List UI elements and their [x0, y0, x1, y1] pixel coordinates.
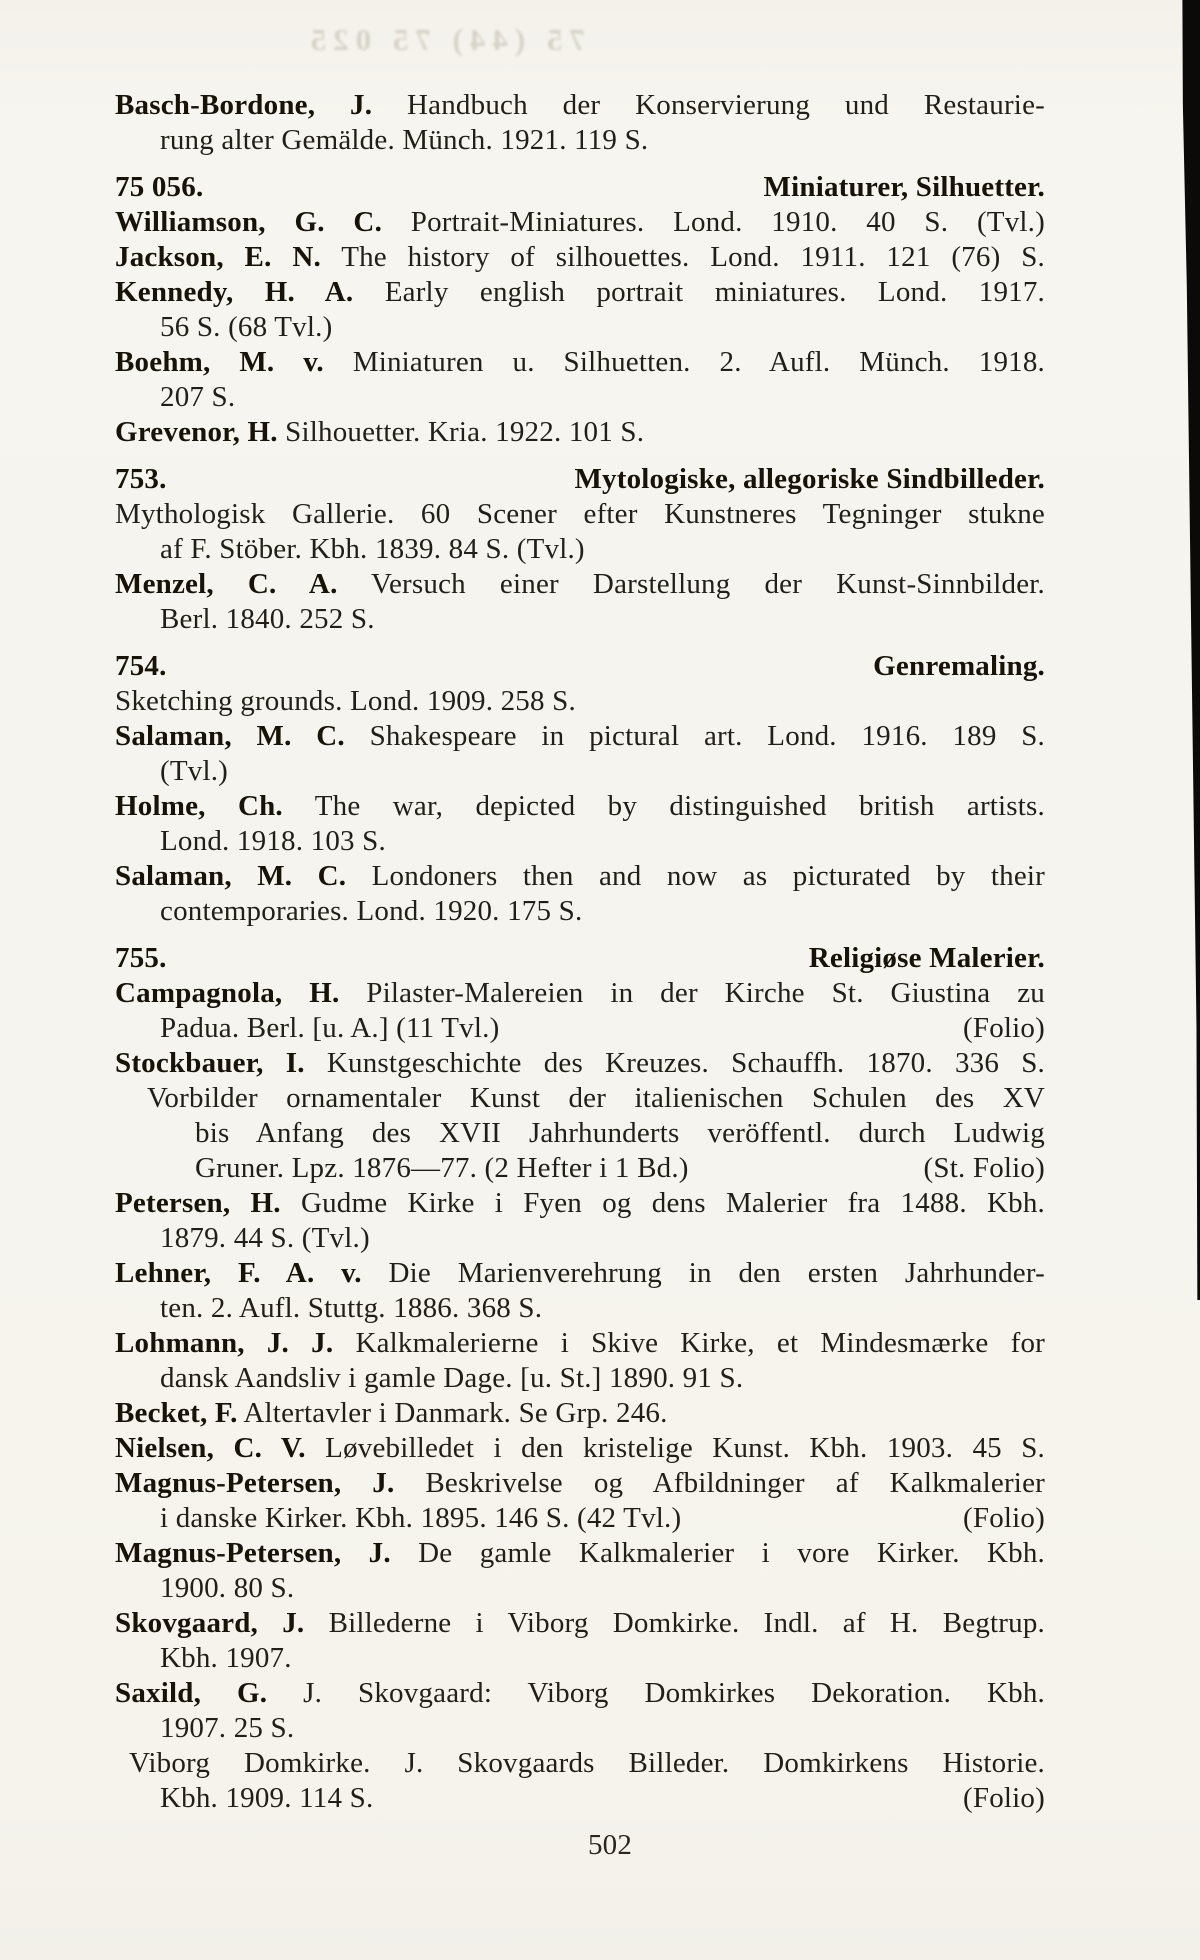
entry-text: 1879. 44 S. (Tvl.) [160, 1222, 370, 1254]
entry-line-left [160, 1781, 373, 1816]
entry-line [115, 1536, 1045, 1571]
author-name: Petersen, H. [115, 1187, 281, 1219]
format-note: (Folio) [963, 1502, 1045, 1534]
section-header [115, 462, 1045, 497]
entry-line [115, 1396, 1045, 1431]
entry-text: Die Marienverehrung in den ersten Jahrhunder- [388, 1257, 1046, 1289]
entry-text: Løvebilledet i den kristelige Kunst. Kbh. 1903. 45 S. [325, 1432, 1046, 1464]
entry-line [115, 754, 1045, 789]
entry-line [115, 1431, 1045, 1466]
entry-line [115, 380, 1045, 415]
entry-line [115, 1501, 1045, 1536]
entry-line [115, 1186, 1045, 1221]
entry-text: rung alter Gemälde. Münch. 1921. 119 S. [160, 124, 649, 156]
entry-line [115, 497, 1045, 532]
entry-line [115, 415, 1045, 450]
format-note: (Folio) [963, 1012, 1045, 1044]
entry-line [115, 1011, 1045, 1046]
section-number: 755. [115, 942, 167, 974]
entry-line [115, 894, 1045, 929]
author-name: Holme, Ch. [115, 790, 283, 822]
entry-line [115, 88, 1045, 123]
entry-text: Berl. 1840. 252 S. [160, 603, 375, 635]
entry-text: Viborg Domkirke. J. Skovgaards Billeder. Domkirkens Historie. [129, 1747, 1045, 1779]
entry-text: 56 S. (68 Tvl.) [160, 311, 333, 343]
entry-text: De gamle Kalkmalerier i vore Kirker. Kbh. [418, 1537, 1045, 1569]
entry-text: Early english portrait miniatures. Lond. 1917. [384, 276, 1045, 308]
entry-line [115, 1256, 1045, 1291]
format-note: (Folio) [963, 1782, 1045, 1814]
entry-line [115, 1291, 1045, 1326]
entry-line [115, 824, 1045, 859]
entry-line [115, 532, 1045, 567]
author-name: Grevenor, H. [115, 416, 278, 448]
entry-line [115, 1466, 1045, 1501]
entry-line [115, 1746, 1045, 1781]
entry-text: Kbh. 1907. [160, 1642, 292, 1674]
entry-text: Miniaturen u. Silhuetten. 2. Aufl. Münch. 1918. [352, 346, 1046, 378]
entry-line [115, 1116, 1045, 1151]
entry-text: ten. 2. Aufl. Stuttg. 1886. 368 S. [160, 1292, 543, 1324]
entry-text: Handbuch der Konservierung und Restaurie- [407, 89, 1045, 121]
author-name: Campagnola, H. [115, 977, 340, 1009]
scan-edge-artifact [1178, 0, 1200, 1300]
entry-line [115, 123, 1045, 158]
entry-line [115, 684, 1045, 719]
entry-line [115, 1641, 1045, 1676]
entry-text: contemporaries. Lond. 1920. 175 S. [160, 895, 583, 927]
entry-text: J. Skovgaard: Viborg Domkirkes Dekoration. Kbh. [303, 1677, 1045, 1709]
entry-line [115, 602, 1045, 637]
author-name: Saxild, G. [115, 1677, 268, 1709]
entry-text: Kalkmalerierne i Skive Kirke, et Mindesmærke for [355, 1327, 1046, 1359]
author-name: Kennedy, H. A. [115, 276, 354, 308]
entry-text: The war, depicted by distinguished british artists. [314, 790, 1045, 822]
entry-text: Vorbilder ornamentaler Kunst der italienischen Schulen des XV [147, 1082, 1045, 1114]
entry-line [115, 567, 1045, 602]
entry-line [115, 976, 1045, 1011]
entry-text: Versuch einer Darstellung der Kunst-Sinnbilder. [371, 568, 1045, 600]
entry-text: Sketching grounds. Lond. 1909. 258 S. [115, 685, 576, 717]
section-title: Religiøse Malerier. [808, 942, 1045, 974]
section-number: 75 056. [115, 171, 204, 203]
entry-text: Altertavler i Danmark. Se Grp. 246. [243, 1397, 668, 1429]
section-title: Genremaling. [873, 650, 1045, 682]
entry-text: Portrait-Miniatures. Lond. 1910. 40 S. (Tvl.) [410, 206, 1045, 238]
section-number: 753. [115, 463, 167, 495]
entry-line-left [160, 1501, 681, 1536]
entry-text: Silhouetter. Kria. 1922. 101 S. [285, 416, 645, 448]
entry-line [115, 719, 1045, 754]
author-name: Skovgaard, J. [115, 1607, 305, 1639]
author-name: Lohmann, J. J. [115, 1327, 334, 1359]
author-name: Magnus-Petersen, J. [115, 1537, 391, 1569]
author-name: Salaman, M. C. [115, 720, 345, 752]
entry-line [115, 1781, 1045, 1816]
entry-line [115, 1361, 1045, 1396]
entry-line [115, 1606, 1045, 1641]
section-header [115, 941, 1045, 976]
author-name: Boehm, M. v. [115, 346, 324, 378]
page-number: 502 [587, 1829, 633, 1861]
section-header [115, 170, 1045, 205]
entry-line [115, 859, 1045, 894]
entry-line [115, 240, 1045, 275]
entry-text: Londoners then and now as picturated by their [371, 860, 1046, 892]
entry-line [115, 1081, 1045, 1116]
entry-text: Beskrivelse og Afbildninger af Kalkmalerier [425, 1467, 1045, 1499]
section-title: Mytologiske, allegoriske Sindbilleder. [574, 463, 1045, 495]
entry-line [115, 1676, 1045, 1711]
entry-line [115, 1711, 1045, 1746]
author-name: Salaman, M. C. [115, 860, 347, 892]
author-name: Becket, F. [115, 1397, 238, 1429]
entry-line [115, 1326, 1045, 1361]
entry-line [115, 1046, 1045, 1081]
section-header [115, 649, 1045, 684]
entry-text: Mythologisk Gallerie. 60 Scener efter Kunstneres Tegninger stukne [115, 498, 1045, 530]
entry-line [115, 345, 1045, 380]
author-name: Nielsen, C. V. [115, 1432, 306, 1464]
entry-text: (Tvl.) [160, 755, 229, 787]
show-through-ghost-text: 75 (44) 75 025 [303, 22, 585, 57]
entry-text: Gudme Kirke i Fyen og dens Malerier fra 1488. Kbh. [300, 1187, 1045, 1219]
entry-text: 1900. 80 S. [160, 1572, 295, 1604]
entry-line [115, 1571, 1045, 1606]
entry-text: af F. Stöber. Kbh. 1839. 84 S. (Tvl.) [160, 533, 585, 565]
entry-text: i danske Kirker. Kbh. 1895. 146 S. (42 Tvl.) [160, 1502, 682, 1534]
entry-text: Pilaster-Malereien in der Kirche St. Giustina zu [366, 977, 1045, 1009]
author-name: Stockbauer, I. [115, 1047, 305, 1079]
author-name: Williamson, G. C. [115, 206, 383, 238]
author-name: Jackson, E. N. [115, 241, 321, 273]
entry-line [115, 1221, 1045, 1256]
entry-line [115, 789, 1045, 824]
entry-line [115, 205, 1045, 240]
entry-line [115, 275, 1045, 310]
author-name: Magnus-Petersen, J. [115, 1467, 395, 1499]
entry-text: Kbh. 1909. 114 S. [160, 1782, 374, 1814]
entry-text: Gruner. Lpz. 1876—77. (2 Hefter i 1 Bd.) [195, 1152, 689, 1184]
entry-text: Shakespeare in pictural art. Lond. 1916. 189 S. [369, 720, 1046, 752]
entry-line-left [160, 1011, 499, 1046]
entry-line [115, 310, 1045, 345]
author-name: Lehner, F. A. v. [115, 1257, 362, 1289]
entry-text: bis Anfang des XVII Jahrhunderts veröffentl. durch Ludwig [195, 1117, 1045, 1149]
entry-line [115, 1151, 1045, 1186]
entry-text: Billederne i Viborg Domkirke. Indl. af H. Begtrup. [328, 1607, 1045, 1639]
bibliography-text-column [115, 88, 1045, 1863]
entry-text: 1907. 25 S. [160, 1712, 295, 1744]
author-name: Basch-Bordone, J. [115, 89, 373, 121]
entry-text: The history of silhouettes. Lond. 1911. 121 (76) S. [341, 241, 1045, 273]
entry-text: Padua. Berl. [u. A.] (11 Tvl.) [160, 1012, 500, 1044]
entry-text: dansk Aandsliv i gamle Dage. [u. St.] 1890. 91 S. [160, 1362, 744, 1394]
author-name: Menzel, C. A. [115, 568, 338, 600]
section-title: Miniaturer, Silhuetter. [763, 171, 1045, 203]
entry-text: 207 S. [160, 381, 236, 413]
entry-line-left [195, 1151, 689, 1186]
entry-text: Kunstgeschichte des Kreuzes. Schauffh. 1870. 336 S. [326, 1047, 1045, 1079]
entry-text: Lond. 1918. 103 S. [160, 825, 386, 857]
format-note: (St. Folio) [923, 1152, 1045, 1184]
section-number: 754. [115, 650, 167, 682]
